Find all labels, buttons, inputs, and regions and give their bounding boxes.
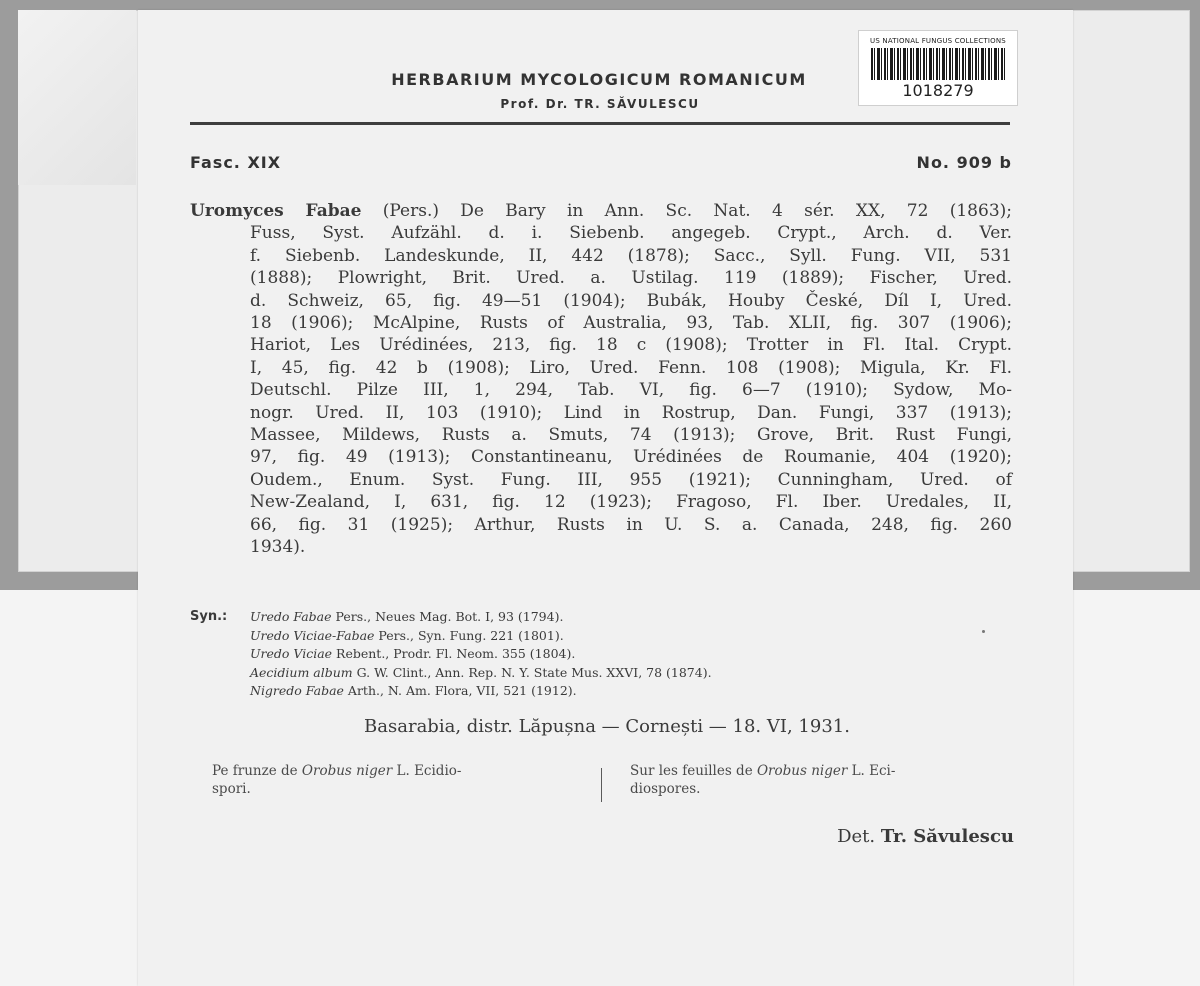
collection-locality: Basarabia, distr. Lăpușna — Cornești — 18. VI, 1931. [364,716,850,737]
synonym-item: Uredo Viciae Rebent., Prodr. Fl. Neom. 355 (1804). [250,646,576,662]
citation-line: d. Schweiz, 65, fig. 49—51 (1904); Bubák, Houby České, Díl I, Ured. [250,290,1012,311]
herbarium-subtitle: Prof. Dr. TR. SĂVULESCU [500,97,700,111]
fascicle-number: Fasc. XIX [190,153,282,172]
column-divider [601,768,602,802]
synonym-item: Nigredo Fabae Arth., N. Am. Flora, VII, 521 (1912). [250,683,577,699]
host-name: Orobus niger [756,763,848,779]
synonym-item: Uredo Fabae Pers., Neues Mag. Bot. I, 93 (1794). [250,609,564,624]
host-note-french: Sur les feuilles de Orobus niger L. Eci- diospores. [630,763,896,797]
citation-line: Fuss, Syst. Aufzähl. d. i. Siebenb. angegeb. Crypt., Arch. d. Ver. [250,223,1012,244]
citation-line: 1934). [250,537,306,558]
citation-line: nogr. Ured. II, 103 (1910); Lind in Rostrup, Dan. Fungi, 337 (1913); [250,402,1012,423]
paper-speck [982,630,985,633]
envelope-flap [18,10,136,185]
barcode-label [858,30,1018,106]
citation-line: Massee, Mildews, Rusts a. Smuts, 74 (1913); Grove, Brit. Rust Fungi, [250,425,1012,446]
herbarium-title: HERBARIUM MYCOLOGICUM ROMANICUM [391,70,807,89]
taxon-name: Uromyces Fabae [190,201,362,221]
specimen-number: No. 909 b [916,153,1012,172]
barcode-number: 1018279 [902,81,974,100]
citation-line: (1888); Plowright, Brit. Ured. a. Ustilag. 119 (1889); Fischer, Ured. [250,268,1012,289]
taxon-citation [190,200,1012,559]
citation-line: 66, fig. 31 (1925); Arthur, Rusts in U. S. a. Canada, 248, fig. 260 [250,514,1012,535]
synonym-item: Uredo Viciae-Fabae Pers., Syn. Fung. 221 (1801). [250,627,564,643]
citation-line: Uromyces Fabae (Pers.) De Bary in Ann. Sc. Nat. 4 sér. XX, 72 (1863); [190,201,1012,221]
citation-line: Deutschl. Pilze III, 1, 294, Tab. VI, fig. 6—7 (1910); Sydow, Mo- [250,380,1012,401]
citation-line: I, 45, fig. 42 b (1908); Liro, Ured. Fenn. 108 (1908); Migula, Kr. Fl. [250,357,1012,378]
synonym-list [250,608,1010,701]
citation-line: New-Zealand, I, 631, fig. 12 (1923); Fragoso, Fl. Iber. Uredales, II, [250,492,1012,513]
citation-line: f. Siebenb. Landeskunde, II, 442 (1878); Sacc., Syll. Fung. VII, 531 [250,245,1012,266]
citation-line: 97, fig. 49 (1913); Constantineanu, Urédinées de Roumanie, 404 (1920); [250,447,1012,468]
citation-line: Oudem., Enum. Syst. Fung. III, 955 (1921); Cunningham, Ured. of [250,469,1012,490]
barcode-caption: US NATIONAL FUNGUS COLLECTIONS [870,37,1006,45]
host-name: Orobus niger [301,763,393,779]
citation-line: 18 (1906); McAlpine, Rusts of Australia, 93, Tab. XLII, fig. 307 (1906); [250,313,1012,334]
synonym-item: Aecidium album G. W. Clint., Ann. Rep. N. Y. State Mus. XXVI, 78 (1874). [250,664,712,680]
host-note-romanian: Pe frunze de Orobus niger L. Ecidio- spori. [212,763,462,797]
citation-line: Hariot, Les Urédinées, 213, fig. 18 c (1908); Trotter in Fl. Ital. Crypt. [250,335,1012,356]
header-rule [190,122,1010,125]
synonyms-label: Syn.: [190,609,228,624]
barcode-icon [871,48,1005,80]
determiner: Det. Tr. Săvulescu [837,826,1014,847]
determiner-name: Tr. Săvulescu [880,826,1014,847]
